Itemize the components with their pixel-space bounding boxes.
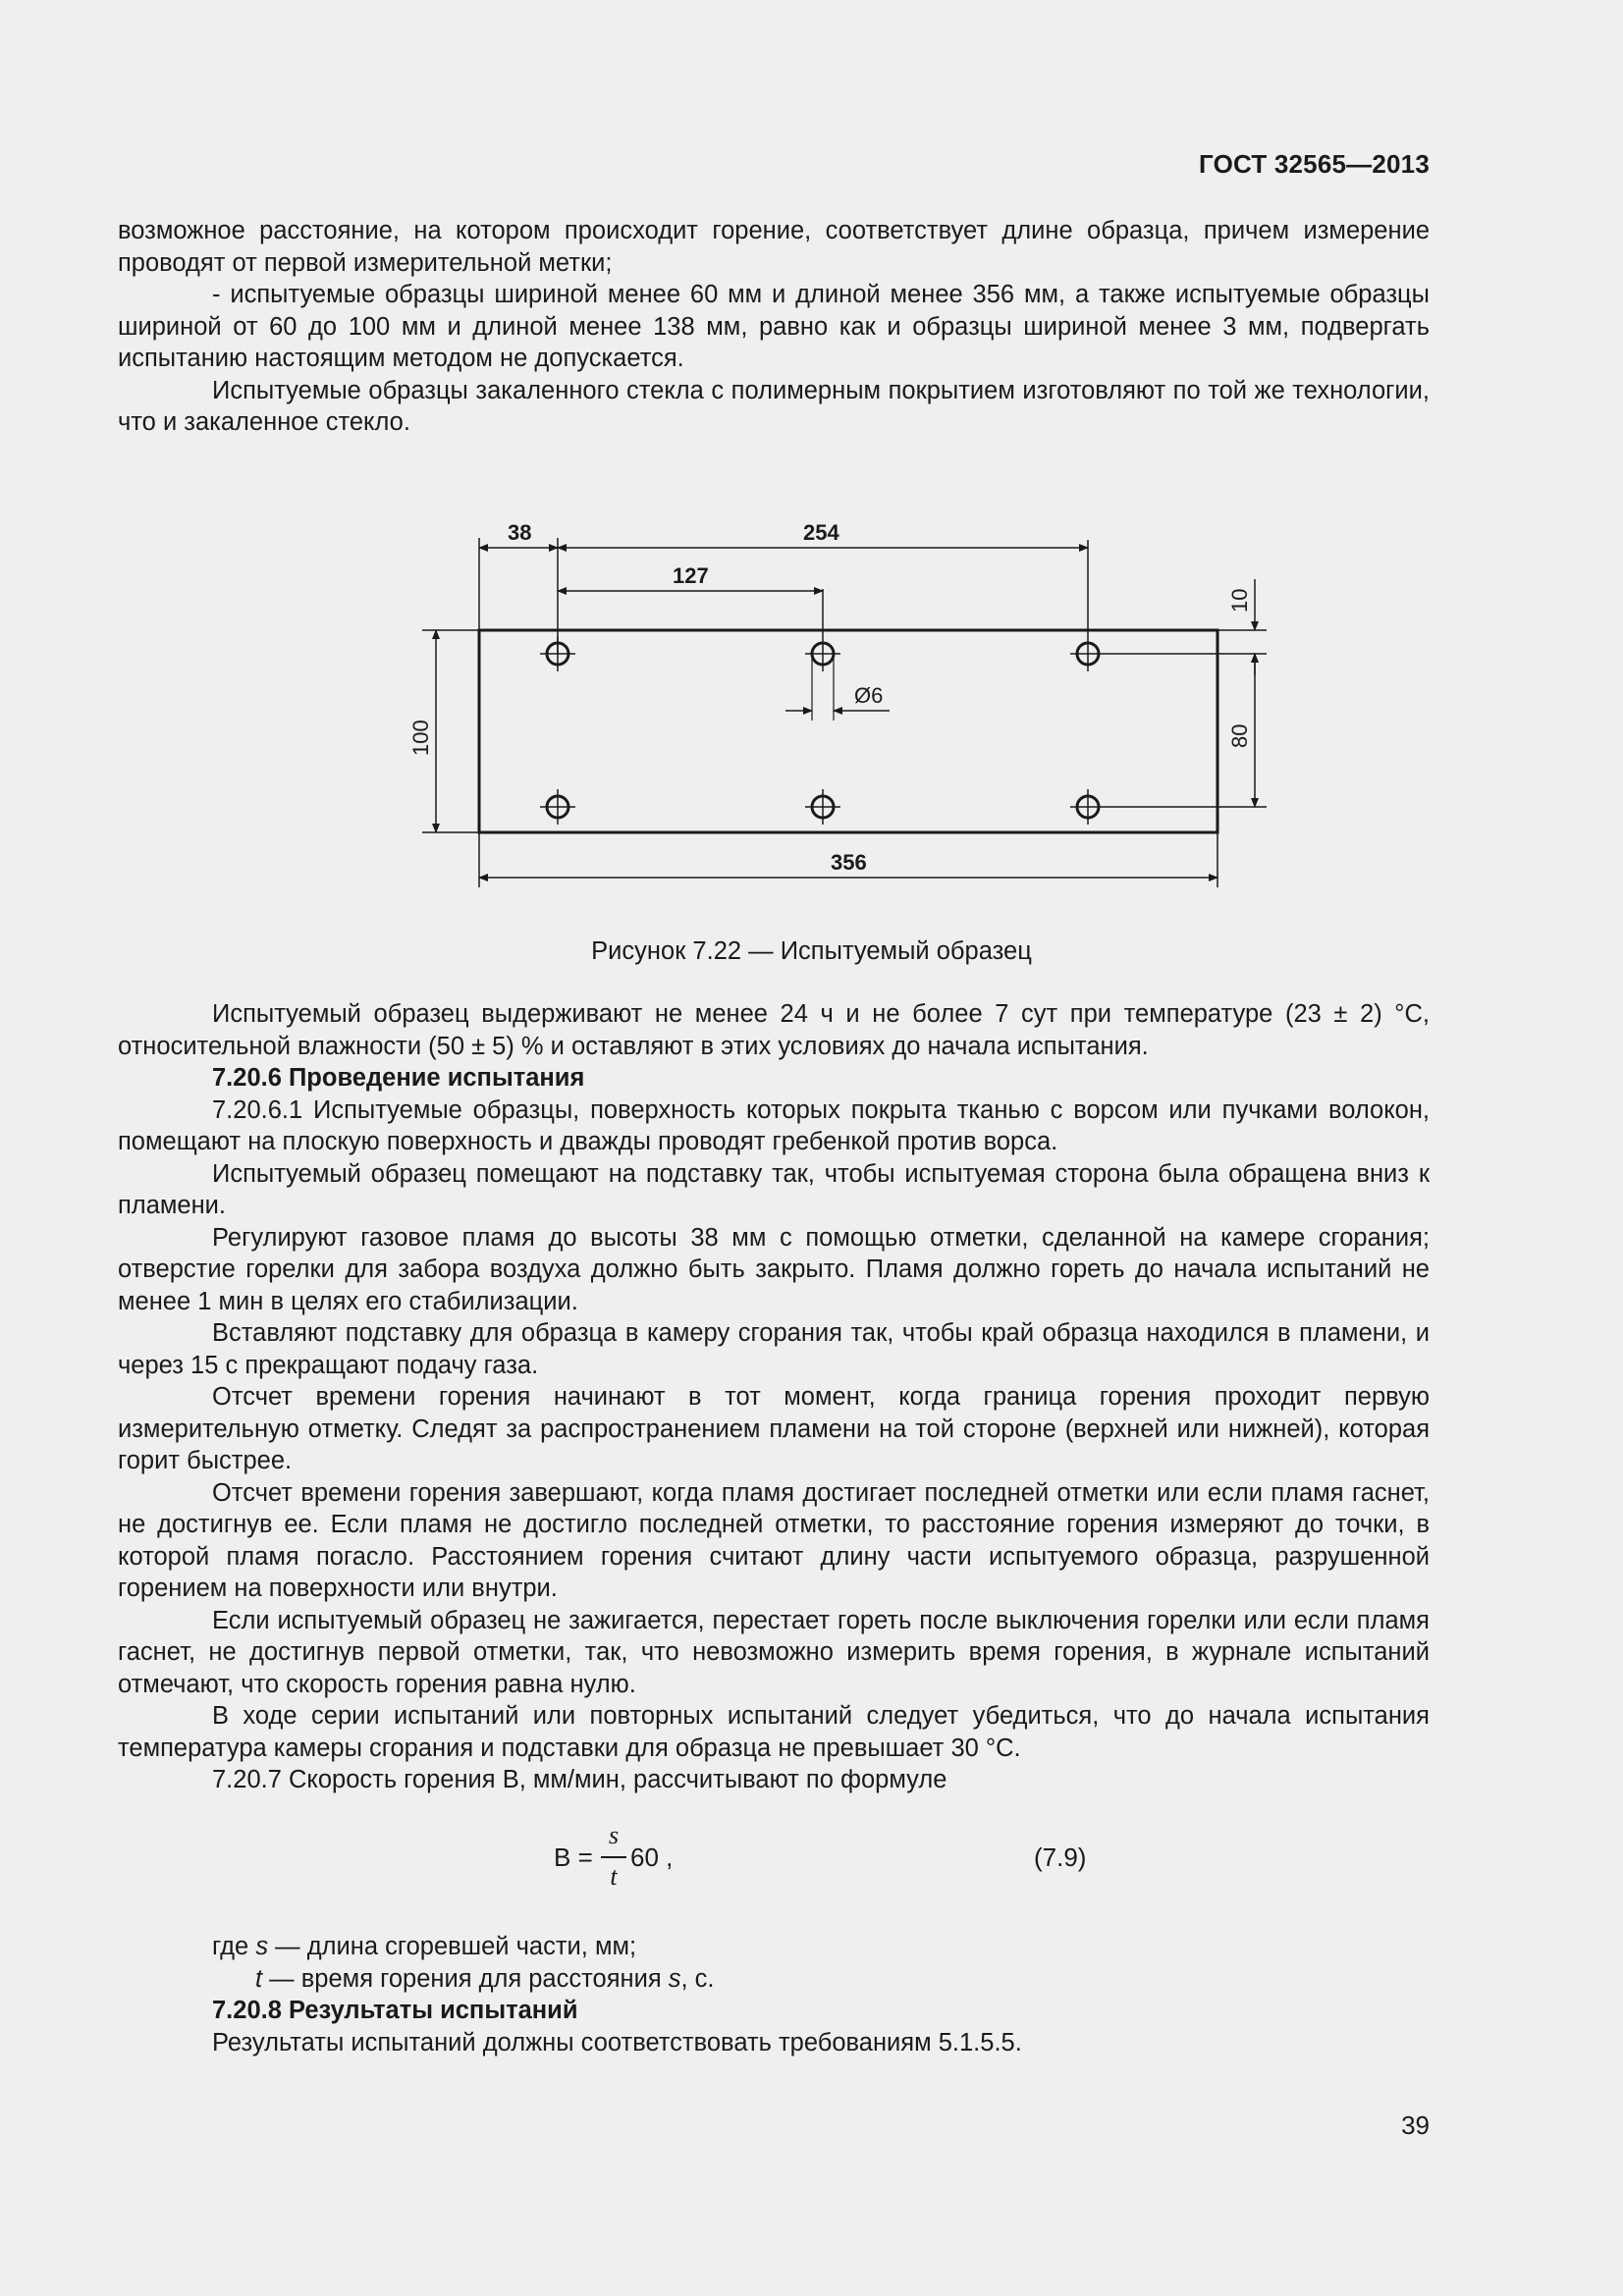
formula-denominator: t (610, 1862, 618, 1891)
paragraph: Если испытуемый образец не зажигается, перестает гореть после выключения горелки или если пламя гаснет, не достигнув первой отметки, так, что невозможно измерить время горения, в журнале испытаний отмечают, что скорость горения равна нулю. (118, 1606, 1430, 1698)
formula-numerator: s (608, 1821, 620, 1849)
dim-label-254: 254 (803, 520, 839, 545)
paragraph: В ходе серии испытаний или повторных испытаний следует убедиться, что до начала испытания температура камеры сгорания и подставки для образца не превышает 30 °С. (118, 1702, 1430, 1762)
page-number: 39 (1401, 2110, 1430, 2140)
paragraph: Вставляют подставку для образца в камеру сгорания так, чтобы край образца находился в пламени, и через 15 с прекращают подачу газа. (118, 1319, 1430, 1379)
legend-line-s (212, 1931, 715, 1963)
hole-bottom-left (540, 789, 575, 825)
fraction-bar (601, 1856, 626, 1858)
text-block-main (118, 998, 1430, 1796)
burn-rate-formula (550, 1821, 1139, 1909)
paragraph: 7.20.6.1 Испытуемые образцы, поверхность которых покрыта тканью с ворсом или пучками волокон, помещают на плоскую поверхность и дважды проводят гребенкой против ворса. (118, 1095, 1430, 1155)
standard-header: ГОСТ 32565—2013 (1199, 149, 1430, 179)
dim-label-100: 100 (408, 720, 433, 756)
hole-bottom-middle (805, 789, 840, 825)
formula-number: (7.9) (1034, 1842, 1087, 1872)
legend-var-s: s (255, 1933, 269, 1960)
legend-prefix: где (212, 1933, 256, 1960)
formula-fraction (601, 1821, 626, 1892)
specimen-drawing (393, 510, 1296, 913)
paragraph: 7.20.7 Скорость горения B, мм/мин, рассчитывают по формуле (212, 1766, 947, 1793)
results-text: Результаты испытаний должны соответствовать требованиям 5.1.5.5. (212, 2028, 1022, 2056)
formula-multiplier: 60 , (630, 1842, 674, 1872)
legend-line-t (212, 1963, 715, 1996)
dim-label-80: 80 (1227, 723, 1252, 748)
formula-lhs: B = (554, 1842, 593, 1872)
dim-label-d6: Ø6 (854, 683, 884, 708)
legend-var-t: t (255, 1964, 263, 1993)
paragraph: Испытуемые образцы закаленного стекла с полимерным покрытием изготовляют по той же технологии, что и закаленное стекло. (118, 376, 1430, 436)
section-heading: 7.20.6 Проведение испытания (212, 1064, 585, 1092)
paragraph: Испытуемый образец помещают на подставку так, чтобы испытуемая сторона была обращена вниз к пламени. (118, 1159, 1430, 1219)
paragraph: Испытуемый образец выдерживают не менее 24 ч и не более 7 сут при температуре (23 ± 2) °С, относительной влажности (50 ± 5) % и оставляют в этих условиях до начала испытания. (118, 1000, 1430, 1060)
legend-var-s2: s (668, 1964, 681, 1993)
results-heading: 7.20.8 Результаты испытаний (212, 1997, 578, 2024)
specimen-outline (479, 630, 1217, 832)
paragraph: - испытуемые образцы шириной менее 60 мм и длиной менее 356 мм, а также испытуемые образцы шириной от 60 до 100 мм и длиной менее 138 мм, равно как и образцы шириной менее 3 мм, подвергать испытанию настоящим методом не допускается. (118, 281, 1430, 372)
dim-label-356: 356 (831, 850, 867, 875)
text-block-top (118, 215, 1430, 439)
paragraph: возможное расстояние, на котором происходит горение, соответствует длине образца, причем измерение проводят от первой измерительной метки; (118, 217, 1430, 277)
legend-text-t: — время горения для расстояния (262, 1964, 669, 1993)
paragraph: Регулируют газовое пламя до высоты 38 мм с помощью отметки, сделанной на камере сгорания; отверстие горелки для забора воздуха должно быть закрыто. Пламя должно гореть до начала испытаний не менее 1 мин в целях его стабилизации. (118, 1223, 1430, 1315)
results-section (212, 1995, 1022, 2058)
legend-text-s: — длина сгоревшей части, мм; (268, 1933, 637, 1960)
paragraph: Отсчет времени горения завершают, когда пламя достигает последней отметки или если пламя гаснет, не достигнув ее. Если пламя не достигло последней отметки, то расстояние горения измеряют до точки, в которой пламя погасло. Расстоянием горения считают длину части испытуемого образца, разрушенной горением на поверхности или внутри. (118, 1478, 1430, 1602)
paragraph: Отсчет времени горения начинают в тот момент, когда граница горения проходит первую измерительную отметку. Следят за распространением пламени на той стороне (верхней или нижней), которая горит быстрее. (118, 1383, 1430, 1474)
hole-bottom-right (1070, 789, 1267, 825)
dim-label-38: 38 (508, 520, 532, 545)
formula-legend (212, 1931, 715, 1995)
figure-caption: Рисунок 7.22 — Испытуемый образец (591, 937, 1032, 965)
legend-text-end: , с. (680, 1964, 715, 1993)
dim-label-10: 10 (1227, 588, 1252, 613)
dim-label-127: 127 (673, 563, 709, 588)
